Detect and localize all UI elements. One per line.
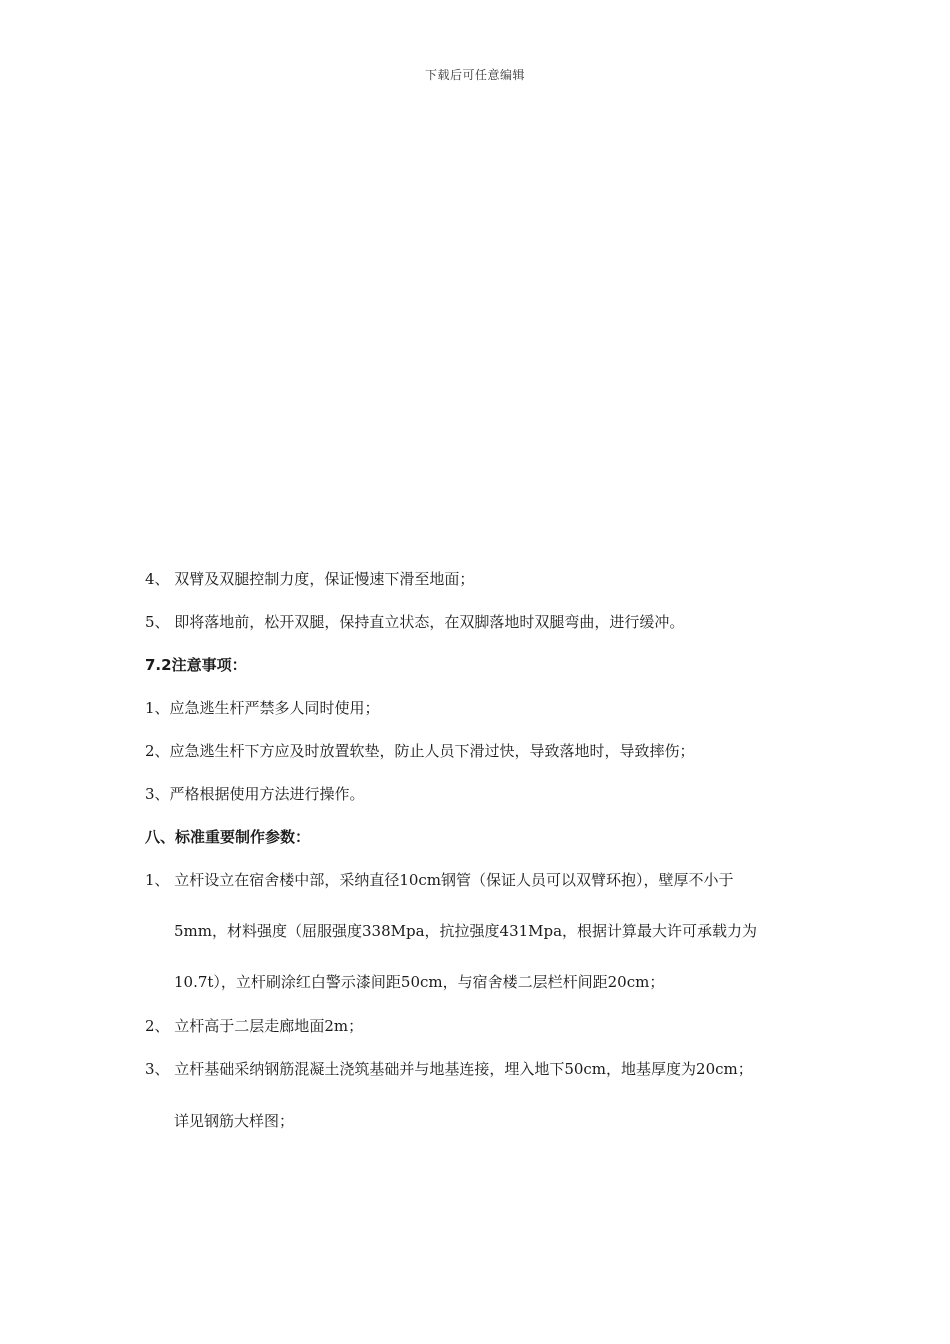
page-header: 下载后可任意编辑	[424, 68, 525, 82]
param-item-3-line-1: 3、 立杆基础采纳钢筋混凝土浇筑基础并与地基连接，埋入地下50cm，地基厚度为20cm；	[145, 1060, 753, 1078]
param-item-1-line-2: 5mm，材料强度（屈服强度338Mpa，抗拉强度431Mpa，根据计算最大许可承载力为	[174, 922, 758, 940]
note-item-1: 1、应急逃生杆严禁多人同时使用；	[145, 699, 380, 717]
params-heading: 八、标准重要制作参数：	[145, 828, 311, 846]
step-5: 5、 即将落地前，松开双腿，保持直立状态，在双脚落地时双腿弯曲，进行缓冲。	[145, 613, 685, 631]
step-4: 4、 双臂及双腿控制力度，保证慢速下滑至地面；	[145, 570, 475, 588]
param-item-1-line-3: 10.7t），立杆刷涂红白警示漆间距50cm，与宿舍楼二层栏杆间距20cm；	[174, 973, 665, 991]
param-item-3-line-2: 详见钢筋大样图；	[174, 1112, 295, 1130]
notes-heading: 7.2注意事项：	[145, 656, 247, 674]
note-item-2: 2、应急逃生杆下方应及时放置软垫，防止人员下滑过快，导致落地时，导致摔伤；	[145, 742, 695, 760]
note-item-3: 3、严格根据使用方法进行操作。	[145, 785, 365, 803]
param-item-1-line-1: 1、 立杆设立在宿舍楼中部，采纳直径10cm钢管（保证人员可以双臂环抱），壁厚不小于	[145, 871, 734, 889]
param-item-2: 2、 立杆高于二层走廊地面2m；	[145, 1017, 364, 1035]
